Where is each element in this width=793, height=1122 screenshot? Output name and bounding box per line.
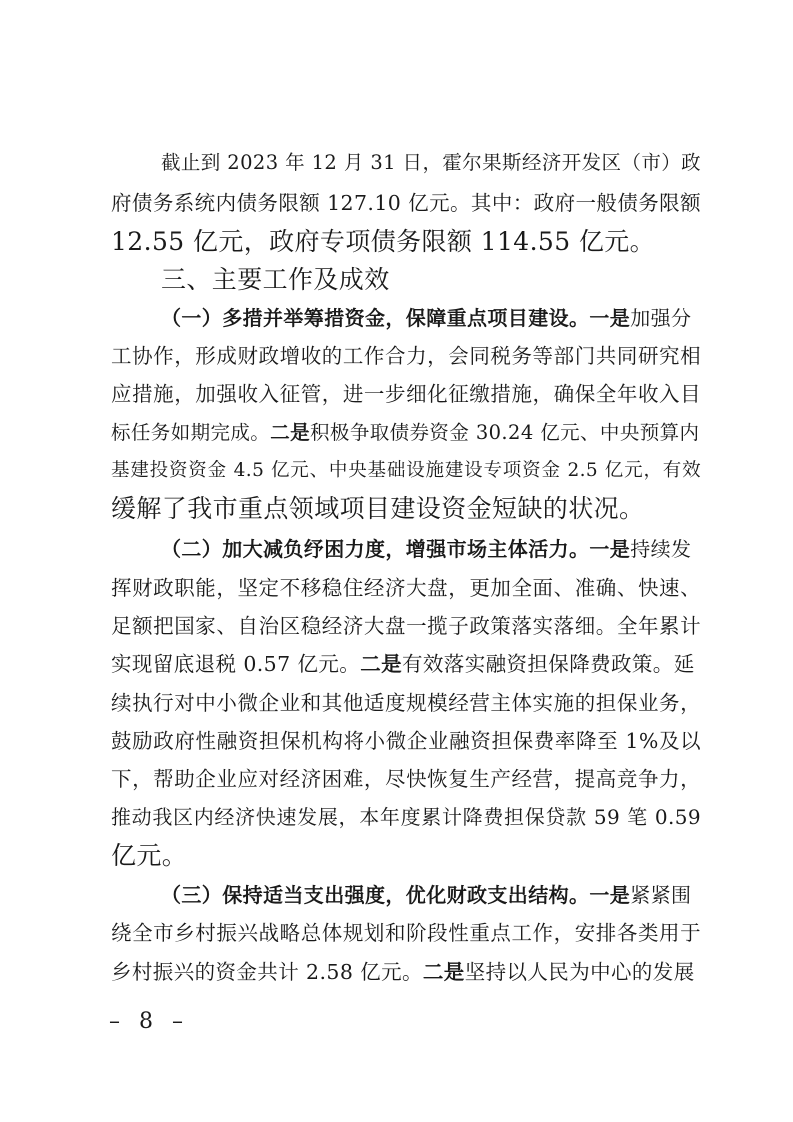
paragraph-line: 缓解了我市重点领域项目建设资金短缺的状况。: [111, 494, 645, 523]
paragraph-line: 下，帮助企业应对经济困难，尽快恢复生产经营，提高竞争力，: [111, 767, 701, 791]
paragraph-line: 12.55 亿元，政府专项债务限额 114.55 亿元。: [111, 227, 656, 256]
line-text: 加强分: [630, 306, 692, 330]
bold-keyword: 二是: [422, 960, 465, 984]
bold-keyword: 二是: [360, 652, 402, 676]
paragraph-line: 截止到 2023 年 12 月 31 日，霍尔果斯经济开发区（市）政: [161, 151, 702, 174]
paragraph-line: 府债务系统内债务限额 127.10 亿元。其中：政府一般债务限额: [111, 191, 701, 215]
paragraph-line: 推动我区内经济快速发展，本年度累计降费担保贷款 59 笔 0.59: [111, 805, 701, 829]
line-text: 乡村振兴的资金共计 2.58 亿元。: [111, 960, 423, 984]
line-text: 有效落实融资担保降费政策。延: [402, 652, 695, 676]
paragraph-line: 应措施，加强收入征管，进一步细化征缴措施，确保全年收入目: [111, 382, 701, 406]
paragraph-line: [161, 532, 701, 566]
paragraph-line: 续执行对中小微企业和其他适度规模经营主体实施的担保业务，: [111, 691, 701, 715]
paragraph-line: [111, 955, 701, 989]
paragraph-line: 工协作，形成财政增收的工作合力，会同税务等部门共同研究相: [111, 344, 701, 368]
line-text: 坚持以人民为中心的发展: [464, 960, 695, 984]
paragraph-line: 基建投资资金 4.5 亿元、中央基础设施建设专项资金 2.5 亿元，有效: [111, 460, 701, 481]
paragraph-line: 亿元。: [111, 841, 188, 870]
paragraph-line: 挥财政职能，坚定不移稳住经济大盘，更加全面、准确、快速、: [111, 576, 701, 600]
bold-subheading: （二）加大减负纾困力度，增强市场主体活力。一是: [161, 537, 631, 561]
line-text: 持续发: [630, 537, 692, 561]
bold-keyword: 二是: [270, 421, 311, 444]
paragraph-line: [111, 416, 701, 450]
bold-subheading: （一）多措并举筹措资金，保障重点项目建设。一是: [161, 306, 631, 330]
bold-subheading: （三）保持适当支出强度，优化财政支出结构。一是: [161, 883, 631, 907]
line-text: 实现留底退税 0.57 亿元。: [111, 652, 361, 676]
section-heading: 三、主要工作及成效: [161, 265, 390, 294]
page-number: – 8 –: [109, 1009, 189, 1034]
line-text: 积极争取债券资金 30.24 亿元、中央预算内: [310, 421, 700, 444]
line-text: 标任务如期完成。: [111, 421, 271, 444]
paragraph-line: [161, 301, 701, 335]
paragraph-line: 足额把国家、自治区稳经济大盘一揽子政策落实落细。全年累计: [111, 614, 701, 638]
paragraph-line: 鼓励政府性融资担保机构将小微企业融资担保费率降至 1%及以: [111, 729, 701, 753]
paragraph-line: 绕全市乡村振兴战略总体规划和阶段性重点工作，安排各类用于: [111, 921, 701, 945]
paragraph-line: [111, 647, 701, 681]
line-text: 紧紧围: [630, 883, 692, 907]
paragraph-line: [161, 878, 701, 912]
